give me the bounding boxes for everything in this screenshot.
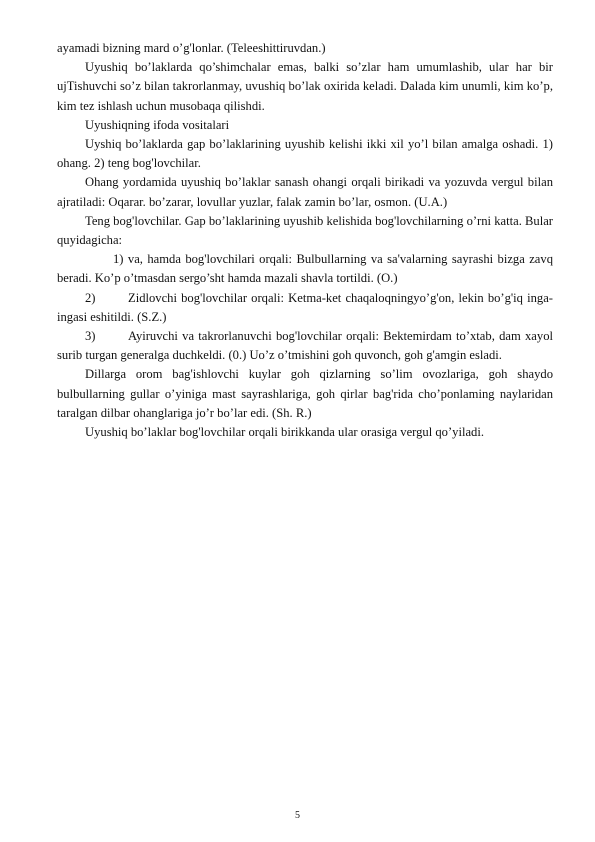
list-item-text: Zidlovchi bog'lovchilar orqali: Ketma-ket chaqaloqningyo’g'on, lekin bo’g'iq inga-ingasi eshitildi. (S.Z.) xyxy=(57,290,553,324)
page-number: 5 xyxy=(295,810,300,821)
list-item-2 xyxy=(57,289,553,327)
list-number: 3) xyxy=(85,329,96,344)
paragraph-8: Uyushiq bo’laklar bog'lovchilar orqali birikkanda ular orasiga vergul qo’yiladi. xyxy=(85,425,484,440)
list-item-text: Ayiruvchi va takrorlanuvchi bog'lovchilar orqali: Bektemirdam to’xtab, dam xayol surib turgan generalga duchkeldi. (0.) Uo’z o’tmishini goh quvonch, goh g'amgin esladi. xyxy=(57,329,553,363)
paragraph-7: Dillarga orom bag'ishlovchi kuylar goh qizlarning so’lim ovozlariga, goh shaydo bulbullarning gullar o’yiniga mast sayrashlariga, goh qirlar bag'rida cho’ponlaming naylaridan taralgan dilbar ohanglariga jo’r bo’lar edi. (Sh. R.) xyxy=(57,367,553,420)
paragraph-1: ayamadi bizning mard o’g'lonlar. (Teleeshittiruvdan.) xyxy=(57,41,326,55)
list-item-3 xyxy=(57,327,553,365)
list-item-text: va, hamda bog'lovchilari orqali: Bulbullarning va sa'valarning sayrashi bizga zavq beradi. Ko’p o’tmasdan sergo’sht hamda mazali shavla tortildi. (O.) xyxy=(57,252,553,286)
paragraph-2: Uyushiq bo’laklarda qo’shimchalar emas, balki so’zlar ham umumlashib, ular har bir ujTishuvchi so’z bilan takrorlanmay, uvushiq bo’lak oxirida keladi. Dalada kim unumli, kim ko’p, kim tez ishlash uchun musobaqa qilishdi. xyxy=(57,60,553,113)
document-body xyxy=(57,39,553,442)
section-heading: Uyushiqning ifoda vositalari xyxy=(85,117,230,132)
paragraph-6: Teng bog'lovchilar. Gap bo’laklarining uyushib kelishida bog'lovchilarning o’rni katta. Bular quyidagicha: xyxy=(57,213,553,248)
list-item-1 xyxy=(57,250,553,288)
list-number: 2) xyxy=(85,290,96,305)
paragraph-5: Ohang yordamida uyushiq bo’laklar sanash ohangi orqali birikadi va yozuvda vergul bilan ajratiladi: Oqarar. bo’zarar, lovullar yuzlar, falak zamin bo’lar, osmon. (U.A.) xyxy=(57,175,553,209)
paragraph-4: Uyshiq bo’laklarda gap bo’laklarining uyushib kelishi ikki xil yo’l bilan amalga oshadi. 1) ohang. 2) teng bog'lovchilar. xyxy=(57,137,553,171)
list-number: 1) xyxy=(113,252,124,267)
